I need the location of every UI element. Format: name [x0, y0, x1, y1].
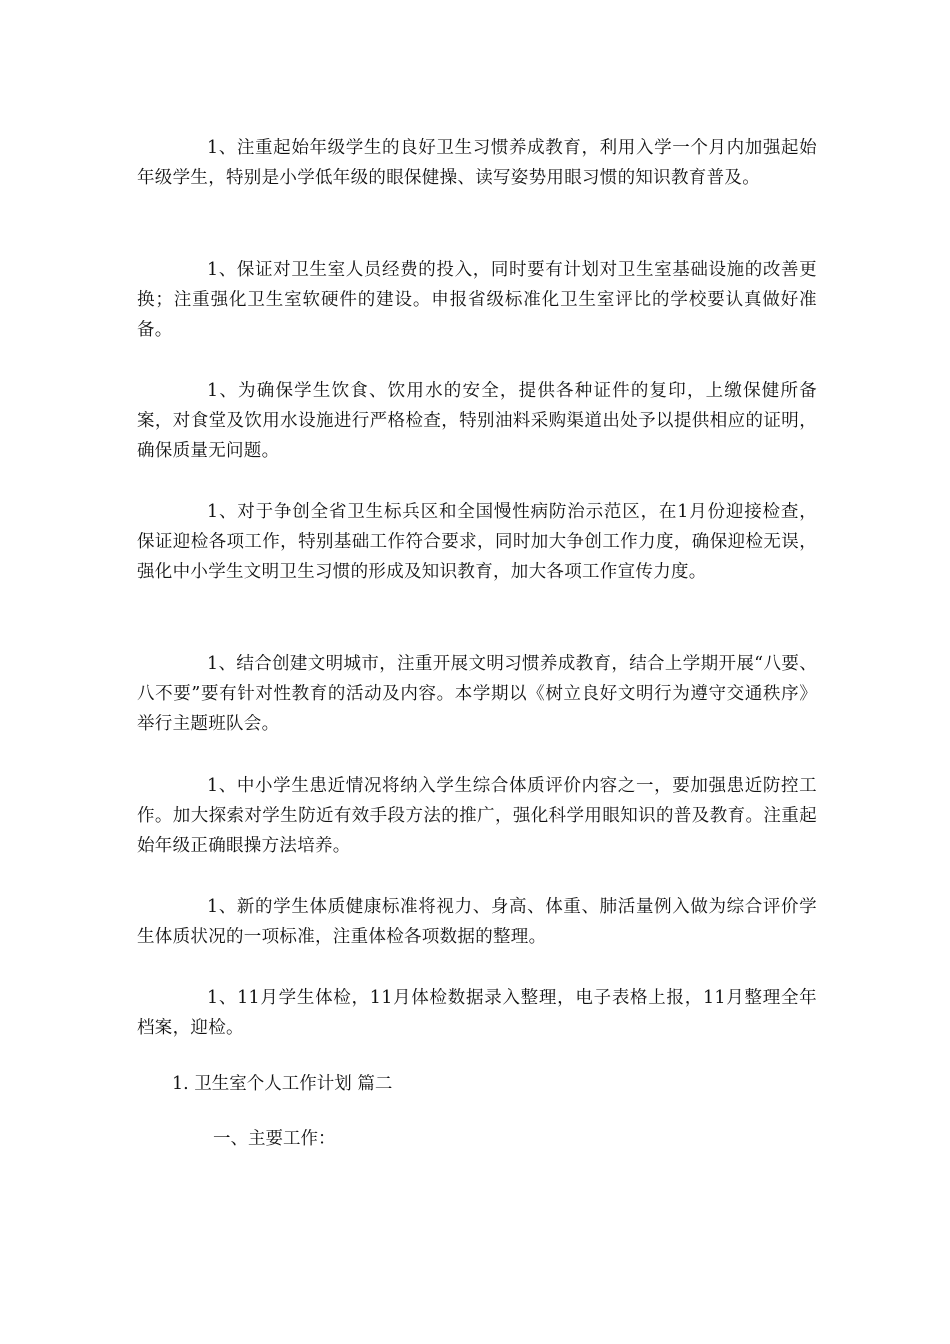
paragraph-civilization-habits: 1、结合创建文明城市，注重开展文明习惯养成教育，结合上学期开展“八要、八不要”要有针对性教育的活动及内容。本学期以《树立良好文明行为遵守交通秩序》举行主题班队会。	[137, 654, 817, 734]
paragraph-habit-education: 1、注重起始年级学生的良好卫生习惯养成教育，利用入学一个月内加强起始年级学生，特别是小学低年级的眼保健操、读写姿势用眼习惯的知识教育普及。	[137, 138, 817, 188]
paragraph-health-inspection: 1、对于争创全省卫生标兵区和全国慢性病防治示范区，在1月份迎接检查，保证迎检各项工作，特别基础工作符合要求，同时加大争创工作力度，确保迎检无误，强化中小学生文明卫生习惯的形成及知识教育，加大各项工作宣传力度。	[137, 502, 817, 582]
section-heading: 1. 卫生室个人工作计划 篇二	[172, 1074, 393, 1094]
paragraph-physical-standards: 1、新的学生体质健康标准将视力、身高、体重、肺活量例入做为综合评价学生体质状况的一项标准，注重体检各项数据的整理。	[137, 897, 817, 947]
paragraph-myopia-prevention: 1、中小学生患近情况将纳入学生综合体质评价内容之一，要加强患近防控工作。加大探索对学生防近有效手段方法的推广，强化科学用眼知识的普及教育。注重起始年级正确眼操方法培养。	[137, 776, 817, 856]
paragraph-funding-facilities: 1、保证对卫生室人员经费的投入，同时要有计划对卫生室基础设施的改善更换；注重强化卫生室软硬件的建设。申报省级标准化卫生室评比的学校要认真做好准备。	[137, 260, 817, 340]
paragraph-food-water-safety: 1、为确保学生饮食、饮用水的安全，提供各种证件的复印，上缴保健所备案，对食堂及饮用水设施进行严格检查，特别油料采购渠道出处予以提供相应的证明，确保质量无问题。	[137, 381, 817, 461]
section-subheading: 一、主要工作：	[213, 1129, 336, 1149]
paragraph-november-checkup: 1、11月学生体检，11月体检数据录入整理，电子表格上报，11月整理全年档案，迎检。	[137, 988, 817, 1038]
